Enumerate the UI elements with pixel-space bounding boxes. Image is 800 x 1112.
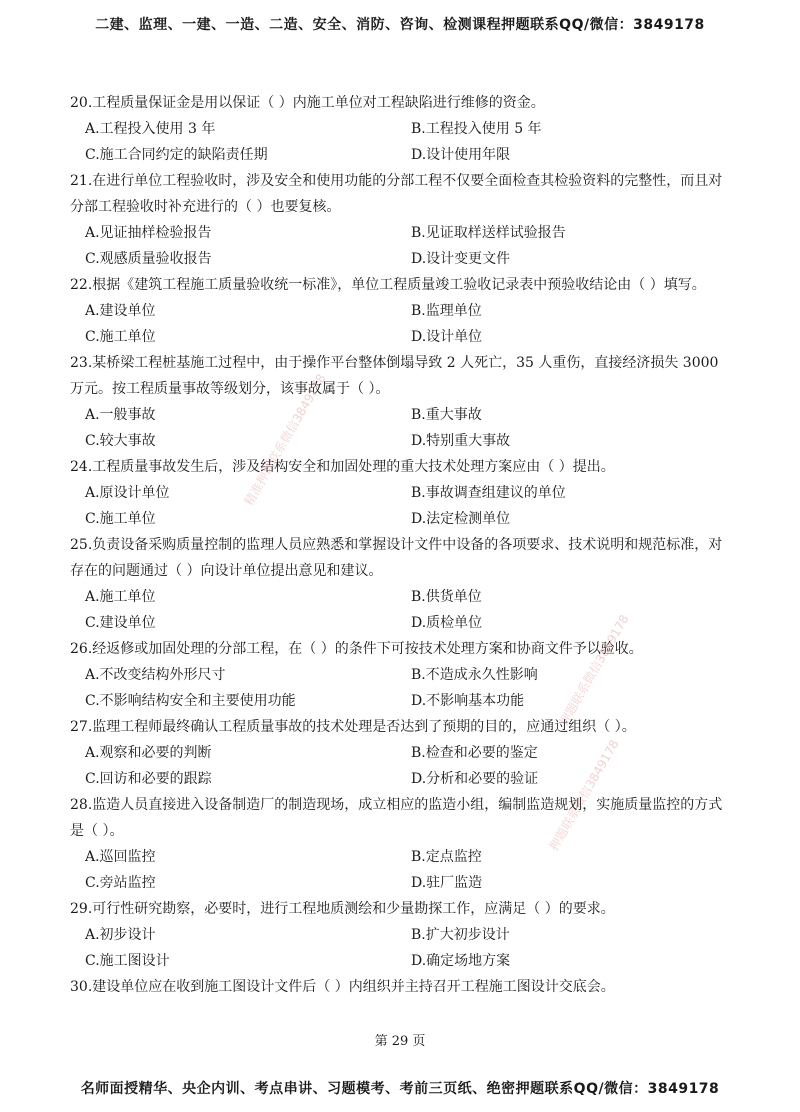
question-block (70, 350, 735, 454)
answer-option: C.不影响结构安全和主要使用功能 (85, 693, 296, 709)
answer-option: B.重大事故 (411, 407, 482, 423)
answer-option: D.设计变更文件 (411, 251, 511, 267)
answer-option: C.建设单位 (85, 615, 156, 631)
page-header: 二建、监理、一建、一造、二造、安全、消防、咨询、检测课程押题联系QQ/微信：3849178 (95, 17, 705, 33)
option-grid (70, 922, 735, 974)
question-stem: 20.工程质量保证金是用以保证（ ）内施工单位对工程缺陷进行维修的资金。 (70, 95, 545, 111)
option-grid (70, 844, 735, 896)
answer-option: B.不造成永久性影响 (411, 667, 538, 683)
answer-option: D.法定检测单位 (411, 511, 511, 527)
question-block (70, 90, 735, 168)
answer-option: D.不影响基本功能 (411, 693, 525, 709)
watermark: 押题联系微信3849178 (546, 737, 622, 853)
question-stem: 29.可行性研究勘察，必要时，进行工程地质测绘和少量勘探工作，应满足（ ）的要求。 (70, 901, 615, 917)
answer-option: C.较大事故 (85, 433, 156, 449)
option-grid (70, 584, 735, 636)
answer-option: C.施工合同约定的缺陷责任期 (85, 147, 268, 163)
answer-option: B.定点监控 (411, 849, 482, 865)
answer-option: A.初步设计 (85, 927, 156, 943)
answer-option: A.不改变结构外形尺寸 (85, 667, 226, 683)
question-stem: 25.负责设备采购质量控制的监理人员应熟悉和掌握设计文件中设备的各项要求、技术说明和规范标准，对存在的问题通过（ ）向设计单位提出意见和建议。 (70, 537, 723, 579)
answer-option: B.供货单位 (411, 589, 482, 605)
question-stem: 23.某桥梁工程桩基施工过程中，由于操作平台整体倒塌导致 2 人死亡，35 人重伤，直接经济损失 3000 万元。按工程质量事故等级划分，该事故属于（ ）。 (70, 355, 719, 397)
option-grid (70, 402, 735, 454)
question-stem: 21.在进行单位工程验收时，涉及安全和使用功能的分部工程不仅要全面检查其检验资料的完整性，而且对分部工程验收时补充进行的（ ）也要复核。 (70, 173, 723, 215)
answer-option: A.工程投入使用 3 年 (85, 121, 216, 137)
question-block (70, 714, 735, 792)
question-stem: 22.根据《建筑工程施工质量验收统一标准》，单位工程质量竣工验收记录表中预验收结论由（ ）填写。 (70, 277, 706, 293)
question-list (70, 90, 735, 1000)
question-block (70, 168, 735, 272)
answer-option: C.旁站监控 (85, 875, 156, 891)
question-block (70, 454, 735, 532)
question-stem: 30.建设单位应在收到施工图设计文件后（ ）内组织并主持召开工程施工图设计交底会。 (70, 979, 615, 995)
answer-option: A.建设单位 (85, 303, 156, 319)
answer-option: D.设计使用年限 (411, 147, 511, 163)
answer-option: C.施工单位 (85, 329, 156, 345)
answer-option: D.特别重大事故 (411, 433, 511, 449)
answer-option: A.原设计单位 (85, 485, 170, 501)
watermark: 精准押题联系微信3849178 (241, 371, 329, 508)
answer-option: B.工程投入使用 5 年 (411, 121, 542, 137)
answer-option: B.事故调查组建议的单位 (411, 485, 566, 501)
page-footer: 名师面授精华、央企内训、考点串讲、习题模考、考前三页纸、绝密押题联系QQ/微信：3849178 (80, 1081, 720, 1097)
answer-option: A.施工单位 (85, 589, 156, 605)
answer-option: A.一般事故 (85, 407, 156, 423)
option-grid (70, 220, 735, 272)
answer-option: B.检查和必要的鉴定 (411, 745, 538, 761)
answer-option: D.驻厂监造 (411, 875, 483, 891)
question-block (70, 636, 735, 714)
question-stem: 27.监理工程师最终确认工程质量事故的技术处理是否达到了预期的目的，应通过组织（ ）。 (70, 719, 636, 735)
option-grid (70, 298, 735, 350)
option-grid (70, 662, 735, 714)
answer-option: B.监理单位 (411, 303, 482, 319)
answer-option: B.见证取样送样试验报告 (411, 225, 566, 241)
answer-option: A.巡回监控 (85, 849, 156, 865)
option-grid (70, 480, 735, 532)
option-grid (70, 740, 735, 792)
question-block (70, 974, 735, 1000)
question-stem: 24.工程质量事故发生后，涉及结构安全和加固处理的重大技术处理方案应由（ ）提出。 (70, 459, 615, 475)
answer-option: C.施工图设计 (85, 953, 170, 969)
question-stem: 26.经返修或加固处理的分部工程，在（ ）的条件下可按技术处理方案和协商文件予以验收。 (70, 641, 643, 657)
question-block (70, 532, 735, 636)
answer-option: D.分析和必要的验证 (411, 771, 539, 787)
answer-option: A.见证抽样检验报告 (85, 225, 212, 241)
question-stem: 28.监造人员直接进入设备制造厂的制造现场，成立相应的监造小组，编制监造规划，实施质量监控的方式是（ ）。 (70, 797, 723, 839)
question-block (70, 272, 735, 350)
answer-option: B.扩大初步设计 (411, 927, 510, 943)
answer-option: C.施工单位 (85, 511, 156, 527)
answer-option: D.确定场地方案 (411, 953, 511, 969)
question-block (70, 896, 735, 974)
answer-option: D.设计单位 (411, 329, 483, 345)
answer-option: C.观感质量验收报告 (85, 251, 212, 267)
answer-option: A.观察和必要的判断 (85, 745, 212, 761)
page-number: 第 29 页 (374, 1034, 426, 1049)
answer-option: C.回访和必要的跟踪 (85, 771, 212, 787)
watermark: 押题联系微信3849178 (556, 612, 632, 728)
question-block (70, 792, 735, 896)
answer-option: D.质检单位 (411, 615, 483, 631)
option-grid (70, 116, 735, 168)
